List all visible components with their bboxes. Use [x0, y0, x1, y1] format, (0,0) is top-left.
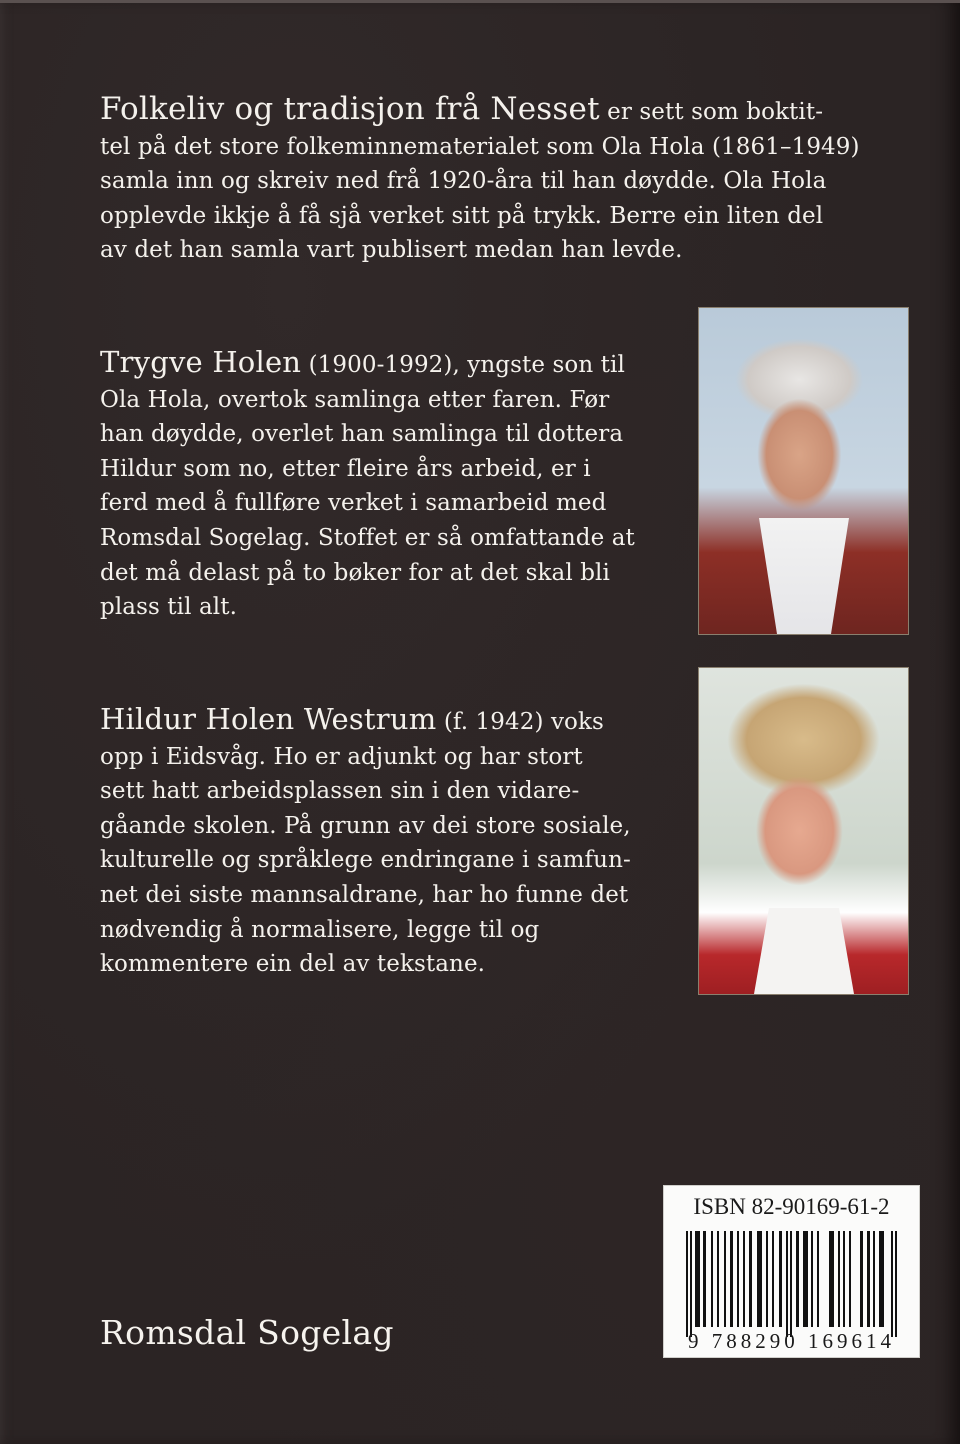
publisher-name: Romsdal Sogelag: [100, 1313, 394, 1352]
ean-digits: 9 788290 169614: [688, 1329, 895, 1353]
bio-name: Hildur Holen Westrum: [100, 702, 437, 736]
collar-shape: [759, 518, 849, 634]
barcode-icon: [686, 1231, 898, 1337]
intro-paragraph: Folkeliv og tradisjon frå Nesset er sett som boktit- tel på det store folkeminnematerialet som Ola Hola (1861–1949) samla inn og skreiv ned frå 1920-åra til han døydde. Ola Hola opplevde ikkje å få sjå verket sitt på trykk. Berre ein liten del av det han samla vart publisert medan han levde.: [100, 91, 860, 264]
trygve-holen-bio: Trygve Holen (1900-1992), yngste son til Ola Hola, overtok samlinga etter faren. Før han døydde, overlet han samlinga til dottera Hildur som no, etter fleire års arbeid, er i ferd med å fullføre verket i samarbeid med Romsdal Sogelag. Stoffet er så omfattande at det må delast på to bøker for at det skal bli plass til alt.: [100, 345, 635, 621]
hildur-westrum-bio: Hildur Holen Westrum (f. 1942) voks opp i Eidsvåg. Ho er adjunkt og har stort sett hatt arbeidsplassen sin i den vidare- gåande skolen. På grunn av dei store sosiale, kulturelle og språklege endringane i samfun- net dei siste mannsaldrane, har ho funne det nødvendig å normalisere, legge til og kommentere ein del av tekstane.: [100, 702, 631, 978]
hildur-westrum-photo: [698, 667, 909, 995]
trygve-holen-photo: [698, 307, 909, 635]
shirt-shape: [754, 908, 854, 994]
isbn-barcode-box: [663, 1185, 920, 1358]
isbn-label: ISBN 82-90169-61-2: [693, 1194, 890, 1219]
bio-name: Trygve Holen: [100, 345, 302, 379]
book-title: Folkeliv og tradisjon frå Nesset: [100, 91, 600, 127]
